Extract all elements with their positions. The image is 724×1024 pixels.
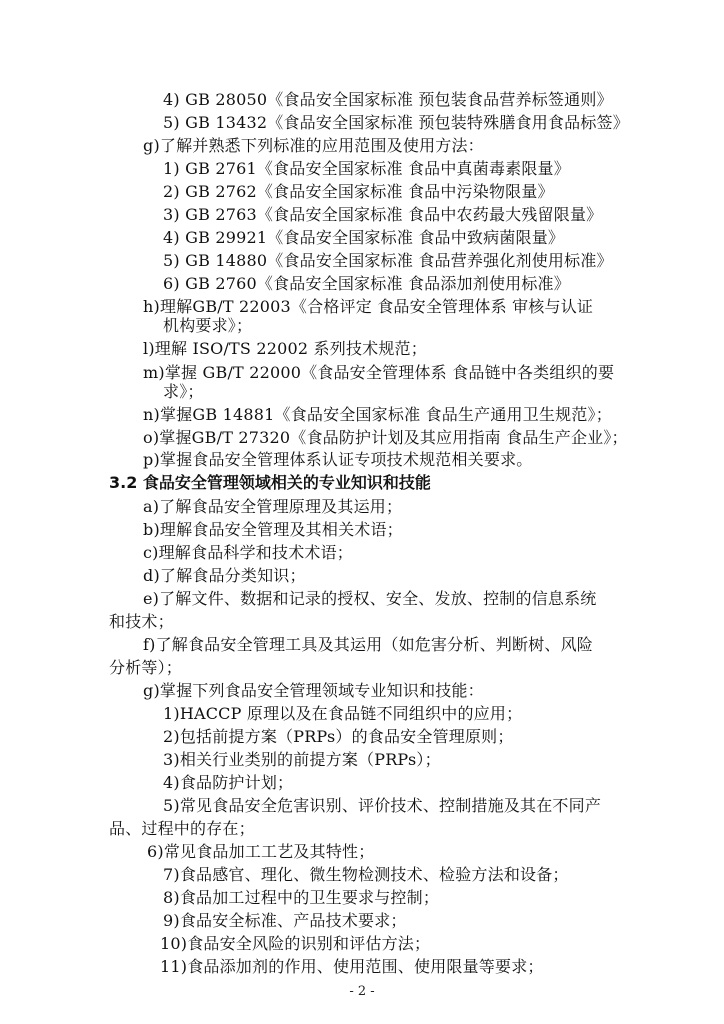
list-item-m-continuation: 求》； <box>163 382 204 401</box>
skill-item-5-continuation: 品、过程中的存在； <box>109 819 255 838</box>
list-item-e: e)了解文件、数据和记录的授权、安全、发放、控制的信息系统 <box>143 589 597 608</box>
standard-item-gb2763: 3) GB 2763《食品安全国家标准 食品中农药最大残留限量》 <box>163 205 603 224</box>
list-item-h-continuation: 机构要求》； <box>163 316 253 335</box>
skill-item-6: 6)常见食品加工工艺及其特性； <box>147 842 375 861</box>
list-item-g-standards: g)了解并熟悉下列标准的应用范围及使用方法： <box>143 136 484 155</box>
standard-item-gb14880: 5) GB 14880《食品安全国家标准 食品营养强化剂使用标准》 <box>163 251 613 270</box>
skill-item-10: 10)食品安全风险的识别和评估方法； <box>160 934 431 953</box>
list-item-f: f)了解食品安全管理工具及其运用（如危害分析、判断树、风险 <box>143 635 593 654</box>
standard-item-gb28050: 4) GB 28050《食品安全国家标准 预包装食品营养标签通则》 <box>163 90 613 109</box>
list-item-e-continuation: 和技术； <box>109 612 174 631</box>
skill-item-7: 7)食品感官、理化、微生物检测技术、检验方法和设备； <box>163 865 569 884</box>
list-item-m: m)掌握 GB/T 22000《食品安全管理体系 食品链中各类组织的要 <box>143 363 615 382</box>
skill-item-1: 1)HACCP 原理以及在食品链不同组织中的应用； <box>163 704 523 723</box>
skill-item-2: 2)包括前提方案（PRPs）的食品安全管理原则； <box>163 727 514 746</box>
list-item-g-skills: g)掌握下列食品安全管理领域专业知识和技能： <box>143 681 484 700</box>
skill-item-9: 9)食品安全标准、产品技术要求； <box>163 911 407 930</box>
page-number: - 2 - <box>349 984 375 999</box>
skill-item-4: 4)食品防护计划； <box>163 773 294 792</box>
list-item-p: p)掌握食品安全管理体系认证专项技术规范相关要求。 <box>143 450 533 469</box>
standard-item-gb2762: 2) GB 2762《食品安全国家标准 食品中污染物限量》 <box>163 182 554 201</box>
standard-item-gb13432: 5) GB 13432《食品安全国家标准 预包装特殊膳食用食品标签》 <box>163 113 629 132</box>
standard-item-gb2760: 6) GB 2760《食品安全国家标准 食品添加剂使用标准》 <box>163 274 570 293</box>
list-item-h: h)理解GB/T 22003《合格评定 食品安全管理体系 审核与认证 <box>143 297 594 316</box>
list-item-d: d)了解食品分类知识； <box>143 566 306 585</box>
list-item-a: a)了解食品安全管理原理及其运用； <box>143 497 403 516</box>
skill-item-3: 3)相关行业类别的前提方案（PRPs）； <box>163 750 441 769</box>
list-item-l: l)理解 ISO/TS 22002 系列技术规范； <box>143 339 427 358</box>
list-item-f-continuation: 分析等）； <box>109 658 183 677</box>
skill-item-5: 5)常见食品安全危害识别、评价技术、控制措施及其在不同产 <box>163 796 602 815</box>
list-item-c: c)理解食品科学和技术术语； <box>143 543 354 562</box>
standard-item-gb29921: 4) GB 29921《食品安全国家标准 食品中致病菌限量》 <box>163 228 565 247</box>
list-item-b: b)理解食品安全管理及其相关术语； <box>143 520 403 539</box>
skill-item-8: 8)食品加工过程中的卫生要求与控制； <box>163 888 440 907</box>
skill-item-11: 11)食品添加剂的作用、使用范围、使用限量等要求； <box>160 957 544 976</box>
list-item-n: n)掌握GB 14881《食品安全国家标准 食品生产通用卫生规范》； <box>143 405 612 424</box>
list-item-o: o)掌握GB/T 27320《食品防护计划及其应用指南 食品生产企业》； <box>143 428 628 447</box>
standard-item-gb2761: 1) GB 2761《食品安全国家标准 食品中真菌毒素限量》 <box>163 159 570 178</box>
section-heading-3-2: 3.2 食品安全管理领域相关的专业知识和技能 <box>109 473 431 492</box>
